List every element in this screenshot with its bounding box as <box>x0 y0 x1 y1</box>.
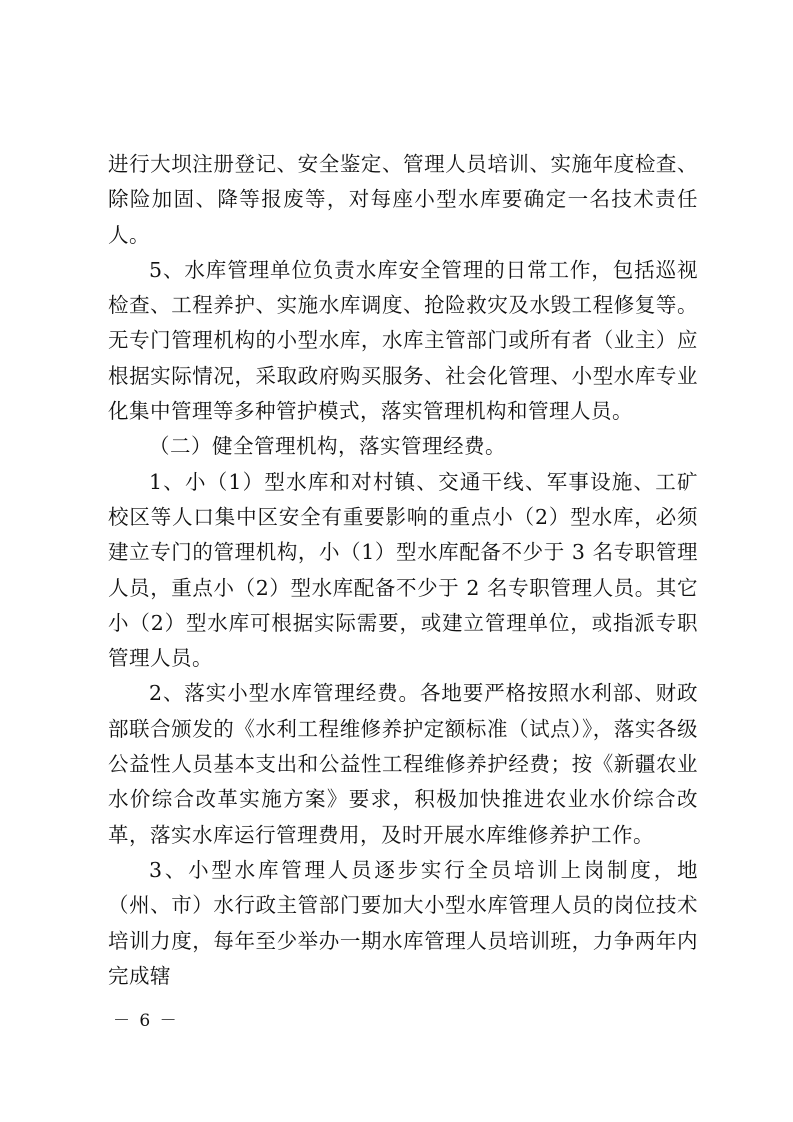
section-heading: （二）健全管理机构，落实管理经费。 <box>149 434 506 459</box>
document-body <box>108 147 698 994</box>
paragraph-item-1: 1、小（1）型水库和对村镇、交通干线、军事设施、工矿校区等人口集中区安全有重要影响的重点小（2）型水库，必须建立专门的管理机构，小（1）型水库配备不少于 3 名专职管理人员，重点小（2）型水库配备不少于 2 名专职管理人员。其它小（2）型水库可根据实际需要，或建立管理单位，或指派专职管理人员。 <box>108 469 698 671</box>
paragraph-item-5: 5、水库管理单位负责水库安全管理的日常工作，包括巡视检查、工程养护、实施水库调度、抢险救灾及水毁工程修复等。无专门管理机构的小型水库，水库主管部门或所有者（业主）应根据实际情况，采取政府购买服务、社会化管理、小型水库专业化集中管理等多种管护模式，落实管理机构和管理人员。 <box>108 257 698 424</box>
paragraph-continuation: 进行大坝注册登记、安全鉴定、管理人员培训、实施年度检查、除险加固、降等报废等，对每座小型水库要确定一名技术责任人。 <box>108 152 698 247</box>
page-number: － 6 － <box>113 1011 179 1031</box>
paragraph-item-2: 2、落实小型水库管理经费。各地要严格按照水利部、财政部联合颁发的《水利工程维修养护定额标准（试点）》，落实各级公益性人员基本支出和公益性工程维修养护经费；按《新疆农业水价综合改革实施方案》要求，积极加快推进农业水价综合改革，落实水库运行管理费用，及时开展水库维修养护工作。 <box>108 681 698 847</box>
paragraph-item-3: 3、小型水库管理人员逐步实行全员培训上岗制度，地（州、市）水行政主管部门要加大小型水库管理人员的岗位技术培训力度，每年至少举办一期水库管理人员培训班，力争两年内完成辖 <box>108 857 698 988</box>
